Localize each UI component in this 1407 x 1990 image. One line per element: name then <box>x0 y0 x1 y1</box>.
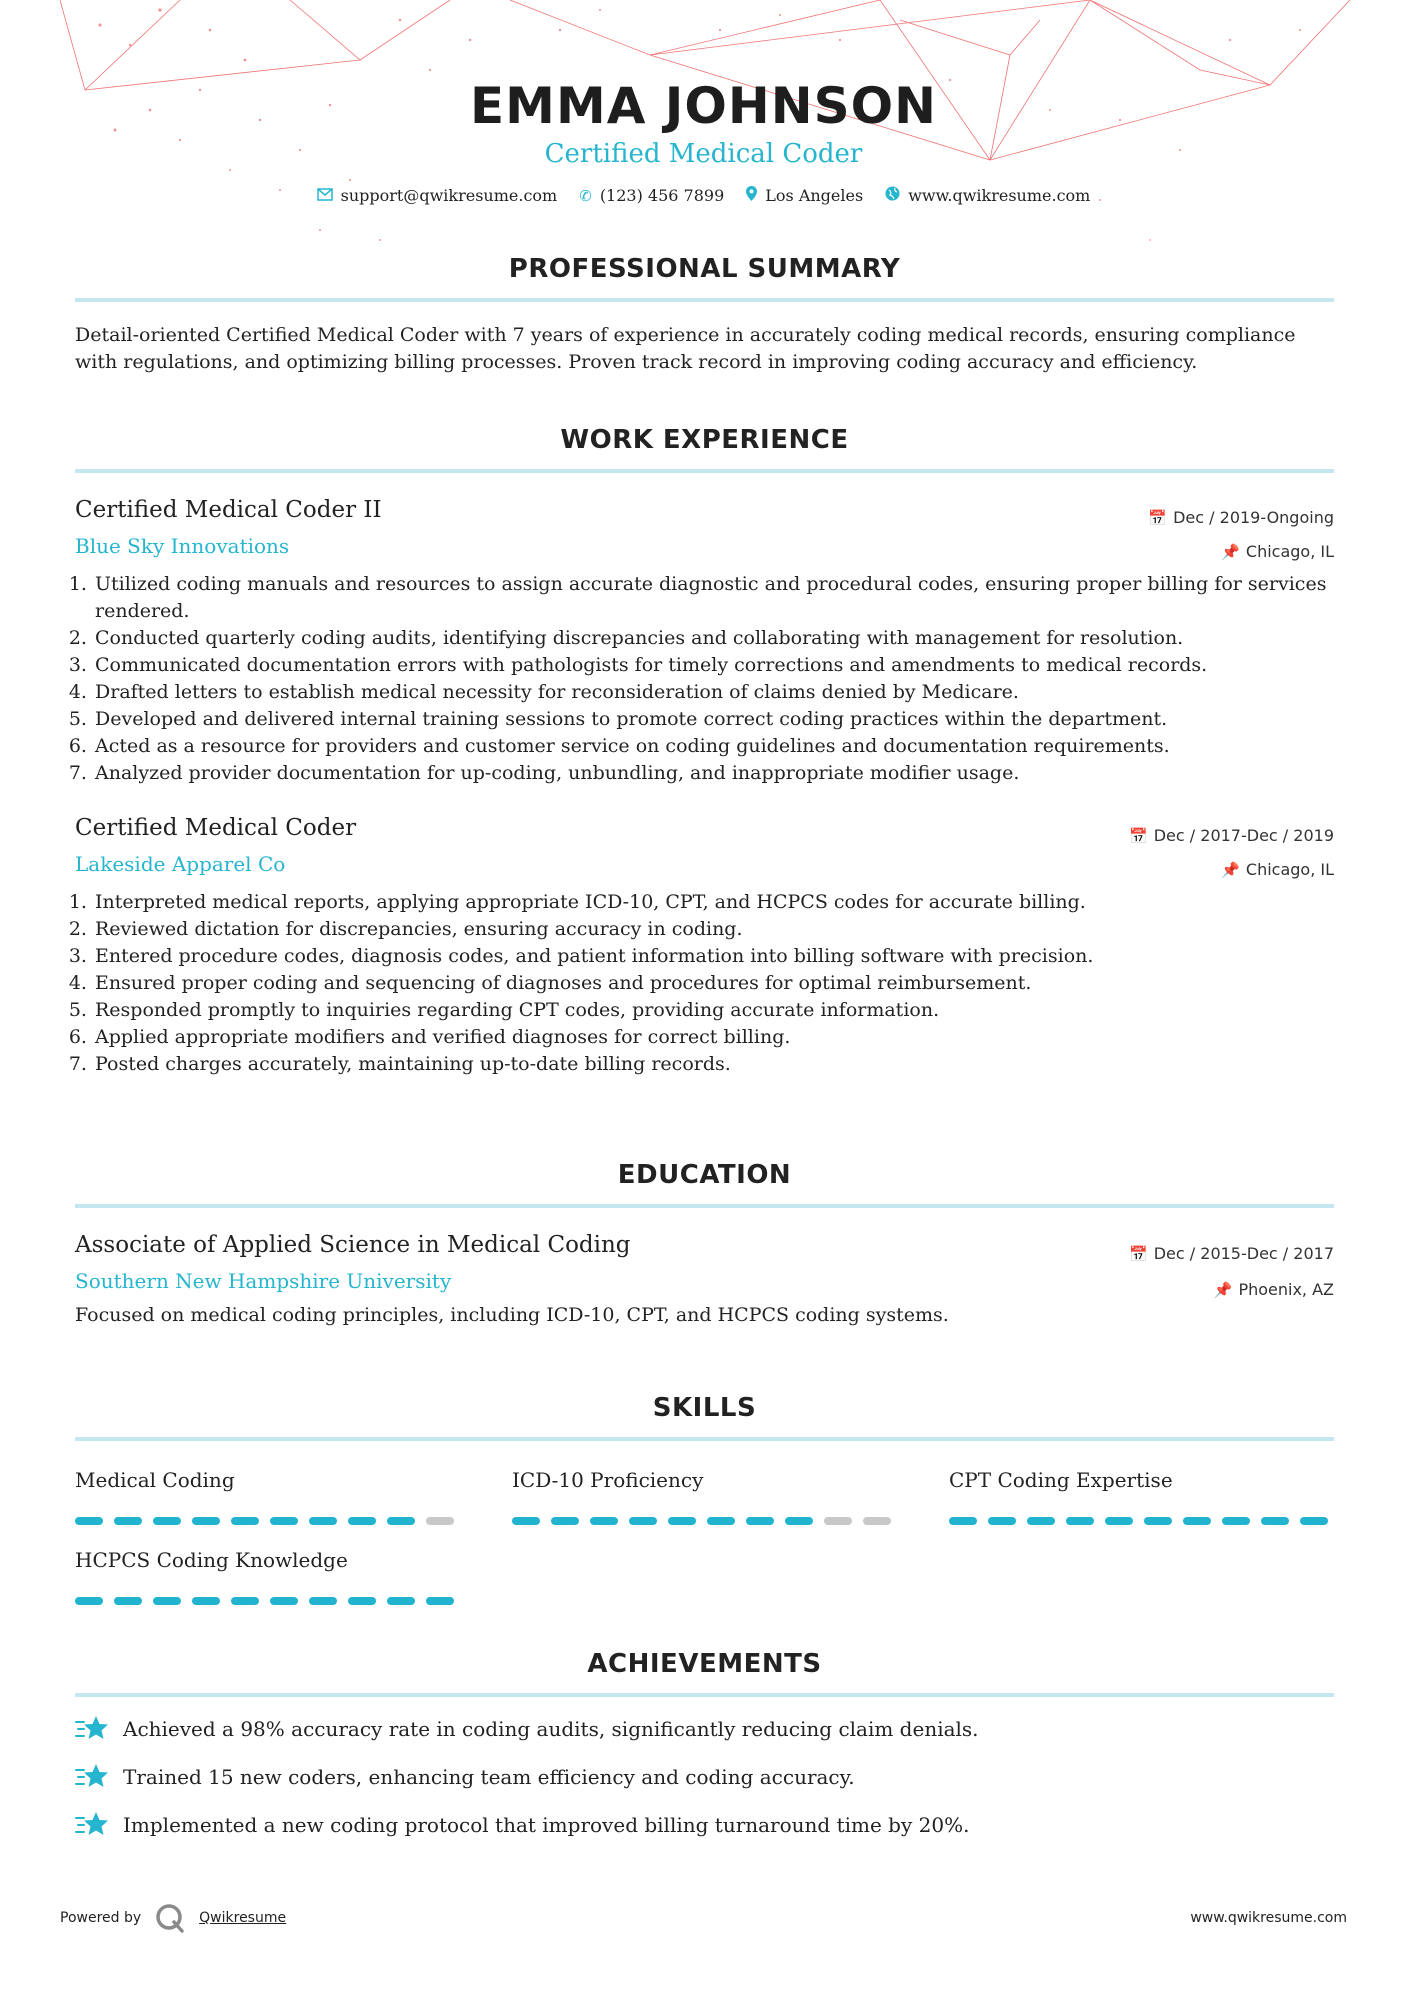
education-description: Focused on medical coding principles, including ICD-10, CPT, and HCPCS coding systems. <box>75 1304 949 1326</box>
qwikresume-logo-icon <box>155 1903 185 1933</box>
skill-segment-filled <box>1183 1517 1211 1525</box>
section-divider <box>75 298 1334 302</box>
section-divider <box>75 1693 1334 1697</box>
skills-heading: SKILLS <box>652 1393 757 1423</box>
section-divider <box>75 469 1334 473</box>
star-icon <box>75 1713 109 1745</box>
skill-segment-filled <box>746 1517 774 1525</box>
contact-location <box>746 186 863 205</box>
achievement-item <box>75 1761 1334 1793</box>
contact-website[interactable] <box>885 186 1090 205</box>
skill-segment-empty <box>824 1517 852 1525</box>
skill-segment-filled <box>1222 1517 1250 1525</box>
phone-icon: ✆ <box>579 186 592 205</box>
job-entry <box>75 813 1334 1078</box>
list-item: 3. Entered procedure codes, diagnosis codes, and patient information into billing software with precision. <box>93 943 1334 970</box>
education-section <box>75 1160 1334 1329</box>
skill-segment-empty <box>863 1517 891 1525</box>
globe-icon <box>885 186 900 205</box>
skill-item <box>949 1467 1334 1525</box>
summary-text: Detail-oriented Certified Medical Coder with 7 years of experience in accurately coding medical records, ensuring compliance with regulations, and optimizing billing processes. Proven track record in improving coding accuracy and efficiency. <box>75 324 1296 373</box>
skill-segment-filled <box>75 1517 103 1525</box>
list-item: 2. Reviewed dictation for discrepancies, ensuring accuracy in coding. <box>93 916 1334 943</box>
skill-segment-filled <box>114 1597 142 1605</box>
powered-by-label: Powered by <box>60 1910 142 1926</box>
skill-segment-filled <box>270 1597 298 1605</box>
achievement-text: Implemented a new coding protocol that improved billing turnaround time by 20%. <box>123 1813 970 1837</box>
achievements-section <box>75 1649 1334 1841</box>
skill-segment-filled <box>707 1517 735 1525</box>
list-item: 1. Interpreted medical reports, applying appropriate ICD-10, CPT, and HCPCS codes for accurate billing. <box>93 889 1334 916</box>
skill-segment-filled <box>629 1517 657 1525</box>
skill-segment-filled <box>153 1517 181 1525</box>
skill-segment-filled <box>348 1597 376 1605</box>
job-bullets <box>75 571 1334 787</box>
skill-segment-filled <box>153 1597 181 1605</box>
job-title: Certified Medical Coder II <box>75 497 382 523</box>
job-company: Blue Sky Innovations <box>75 534 290 558</box>
job-bullets <box>75 889 1334 1078</box>
skill-segment-filled <box>387 1597 415 1605</box>
footer-website[interactable]: www.qwikresume.com <box>1190 1910 1347 1926</box>
list-item: 4. Drafted letters to establish medical necessity for reconsideration of claims denied by Medicare. <box>93 679 1334 706</box>
education-heading: EDUCATION <box>617 1160 792 1190</box>
job-dates <box>1129 819 1334 853</box>
achievement-text: Trained 15 new coders, enhancing team efficiency and coding accuracy. <box>123 1765 855 1789</box>
skill-segment-filled <box>988 1517 1016 1525</box>
skill-segment-filled <box>426 1597 454 1605</box>
skill-segment-filled <box>387 1517 415 1525</box>
contact-phone-text: (123) 456 7899 <box>599 186 725 205</box>
contact-location-text: Los Angeles <box>765 186 864 205</box>
job-location-text: Chicago, IL <box>1245 542 1334 561</box>
job-entry <box>75 495 1334 787</box>
pushpin-icon: 📌 <box>1213 1281 1233 1299</box>
skill-segment-filled <box>1144 1517 1172 1525</box>
skill-name: Medical Coding <box>75 1468 235 1492</box>
skills-grid <box>75 1467 1334 1605</box>
skill-segment-filled <box>231 1597 259 1605</box>
achievements-list <box>75 1713 1334 1841</box>
job-dates-text: Dec / 2017-Dec / 2019 <box>1153 826 1334 845</box>
skill-segment-filled <box>192 1597 220 1605</box>
achievements-heading: ACHIEVEMENTS <box>587 1649 822 1679</box>
education-location <box>1129 1272 1334 1308</box>
skill-segment-filled <box>949 1517 977 1525</box>
summary-heading: PROFESSIONAL SUMMARY <box>508 254 901 284</box>
education-location-text: Phoenix, AZ <box>1238 1280 1334 1299</box>
skill-segment-filled <box>551 1517 579 1525</box>
star-icon <box>75 1809 109 1841</box>
contact-email[interactable] <box>317 186 558 205</box>
skill-level-bar <box>75 1597 460 1605</box>
candidate-name: EMMA JOHNSON <box>470 77 937 135</box>
job-meta <box>1129 819 1334 887</box>
list-item: 4. Ensured proper coding and sequencing of diagnoses and procedures for optimal reimbursement. <box>93 970 1334 997</box>
skill-name: ICD-10 Proficiency <box>512 1468 704 1492</box>
skill-level-bar <box>949 1517 1334 1525</box>
contact-phone[interactable] <box>579 186 724 205</box>
skill-level-bar <box>75 1517 460 1525</box>
skill-level-bar <box>512 1517 897 1525</box>
contact-bar <box>0 186 1407 205</box>
list-item: 5. Responded promptly to inquiries regarding CPT codes, providing accurate information. <box>93 997 1334 1024</box>
list-item: 6. Applied appropriate modifiers and verified diagnoses for correct billing. <box>93 1024 1334 1051</box>
envelope-icon <box>317 187 333 205</box>
job-location <box>1129 853 1334 887</box>
powered-by <box>60 1903 286 1933</box>
map-pin-icon <box>746 186 757 205</box>
list-item: 6. Acted as a resource for providers and customer service on coding guidelines and documentation requirements. <box>93 733 1334 760</box>
job-dates <box>1148 501 1334 535</box>
skill-segment-filled <box>512 1517 540 1525</box>
skill-segment-filled <box>1261 1517 1289 1525</box>
education-dates <box>1129 1236 1334 1272</box>
skill-segment-filled <box>231 1517 259 1525</box>
resume-header <box>0 78 1407 205</box>
skill-segment-filled <box>348 1517 376 1525</box>
section-divider <box>75 1204 1334 1208</box>
skill-segment-filled <box>114 1517 142 1525</box>
list-item: 7. Posted charges accurately, maintaining up-to-date billing records. <box>93 1051 1334 1078</box>
skills-section <box>75 1393 1334 1605</box>
summary-section <box>75 254 1334 376</box>
skill-segment-filled <box>1027 1517 1055 1525</box>
skill-name: CPT Coding Expertise <box>949 1468 1173 1492</box>
contact-email-text: support@qwikresume.com <box>340 186 558 205</box>
job-dates-text: Dec / 2019-Ongoing <box>1173 508 1334 527</box>
education-dates-text: Dec / 2015-Dec / 2017 <box>1153 1244 1334 1263</box>
education-degree: Associate of Applied Science in Medical Coding <box>75 1232 631 1258</box>
pushpin-icon: 📌 <box>1221 861 1240 879</box>
skill-name: HCPCS Coding Knowledge <box>75 1548 348 1572</box>
list-item: 2. Conducted quarterly coding audits, identifying discrepancies and collaborating with management for resolution. <box>93 625 1334 652</box>
list-item: 5. Developed and delivered internal training sessions to promote correct coding practices within the department. <box>93 706 1334 733</box>
list-item: 7. Analyzed provider documentation for up-coding, unbundling, and inappropriate modifier usage. <box>93 760 1334 787</box>
star-icon <box>75 1761 109 1793</box>
skill-segment-filled <box>309 1597 337 1605</box>
skill-segment-filled <box>785 1517 813 1525</box>
list-item: 1. Utilized coding manuals and resources to assign accurate diagnostic and procedural codes, ensuring proper billing for services rendered. <box>93 571 1334 625</box>
calendar-icon: 📅 <box>1148 509 1168 527</box>
skill-segment-filled <box>192 1517 220 1525</box>
pushpin-icon: 📌 <box>1221 543 1240 561</box>
job-location <box>1148 535 1334 569</box>
skill-segment-filled <box>1066 1517 1094 1525</box>
education-entry <box>75 1230 1334 1329</box>
candidate-title: Certified Medical Coder <box>544 139 863 169</box>
achievement-item <box>75 1713 1334 1745</box>
skill-segment-filled <box>309 1517 337 1525</box>
job-company: Lakeside Apparel Co <box>75 852 286 876</box>
calendar-icon: 📅 <box>1129 1245 1148 1263</box>
skill-segment-filled <box>270 1517 298 1525</box>
list-item: 3. Communicated documentation errors with pathologists for timely corrections and amendments to medical records. <box>93 652 1334 679</box>
section-divider <box>75 1437 1334 1441</box>
brand-link[interactable]: Qwikresume <box>199 1910 287 1926</box>
skill-item <box>75 1467 460 1525</box>
skill-segment-filled <box>590 1517 618 1525</box>
skill-item <box>75 1547 460 1605</box>
contact-website-text: www.qwikresume.com <box>908 186 1091 205</box>
skill-segment-filled <box>1105 1517 1133 1525</box>
job-title: Certified Medical Coder <box>75 815 357 841</box>
skill-segment-filled <box>1300 1517 1328 1525</box>
achievement-text: Achieved a 98% accuracy rate in coding audits, significantly reducing claim denials. <box>123 1717 979 1741</box>
skill-item <box>512 1467 897 1525</box>
education-meta <box>1129 1236 1334 1308</box>
experience-heading: WORK EXPERIENCE <box>560 425 849 455</box>
calendar-icon: 📅 <box>1129 827 1148 845</box>
achievement-item <box>75 1809 1334 1841</box>
skill-segment-filled <box>75 1597 103 1605</box>
education-school: Southern New Hampshire University <box>75 1269 452 1293</box>
skill-segment-filled <box>668 1517 696 1525</box>
job-meta <box>1148 501 1334 569</box>
experience-section <box>75 425 1334 1078</box>
job-location-text: Chicago, IL <box>1245 860 1334 879</box>
skill-segment-empty <box>426 1517 454 1525</box>
